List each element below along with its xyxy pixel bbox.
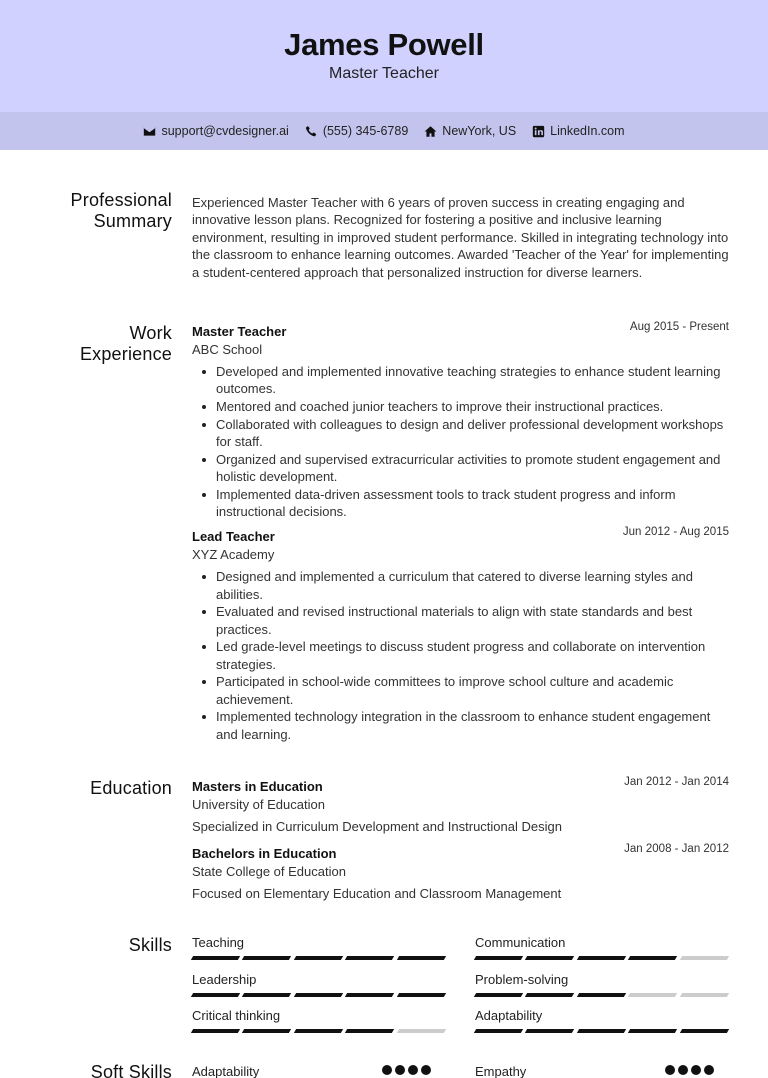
skill-item	[192, 1008, 445, 1033]
skill-level-bar	[475, 956, 728, 960]
education-entry	[192, 778, 729, 835]
skill-level-segment	[628, 993, 678, 997]
skill-level-segment	[679, 993, 729, 997]
soft-skill-name: Empathy	[475, 1064, 527, 1078]
education-label: Education	[90, 778, 172, 798]
school: State College of Education	[192, 864, 346, 879]
skill-level-bar	[192, 1029, 445, 1033]
rating-dot	[382, 1065, 392, 1075]
education-desc: Specialized in Curriculum Development and Instructional Design	[192, 819, 562, 834]
skill-item	[192, 935, 445, 960]
education-date: Jan 2008 - Jan 2012	[624, 843, 729, 855]
skill-name: Problem-solving	[475, 971, 569, 987]
soft-skill-rating	[382, 1065, 431, 1075]
skill-level-segment	[345, 956, 395, 960]
envelope-icon	[143, 125, 156, 138]
soft-skill-item	[475, 1064, 728, 1078]
contact-bar	[0, 112, 768, 150]
skill-name: Communication	[475, 935, 566, 950]
education-entry	[192, 845, 729, 902]
skill-level-segment	[525, 1029, 575, 1033]
summary-label-line1: Professional	[70, 190, 172, 210]
skill-level-segment	[345, 1029, 395, 1033]
job-bullet: Collaborated with colleagues to design and deliver professional development workshops for staff.	[216, 416, 729, 451]
contact-phone-text: (555) 345-6789	[322, 124, 409, 138]
contact-location	[424, 124, 516, 138]
skill-level-segment	[345, 993, 395, 997]
skill-level-segment	[294, 1029, 344, 1033]
summary-label-line2: Summary	[93, 211, 172, 231]
skill-item	[475, 1008, 728, 1033]
contact-linkedin-text: LinkedIn.com	[550, 124, 625, 138]
skill-level-segment	[242, 1029, 292, 1033]
summary-label	[71, 190, 172, 232]
soft-skills-label: Soft Skills	[90, 1062, 172, 1078]
summary-text: Experienced Master Teacher with 6 years of proven success in creating engaging and innovative lesson plans. Recognized for fostering a positive and inclusive learning environment, resulting in improved student performance. Skilled in integrating technology into the classroom to enhance learning outcomes. Awarded 'Teacher of the Year' for implementing a student-centered approach that personalized instruction for diverse learners.	[192, 195, 729, 280]
work-label	[80, 323, 172, 365]
contact-linkedin[interactable]	[532, 124, 624, 138]
degree: Bachelors in Education	[192, 846, 337, 861]
skill-level-segment	[242, 956, 292, 960]
skill-level-segment	[628, 956, 678, 960]
skill-level-segment	[525, 993, 575, 997]
skill-level-segment	[525, 956, 575, 960]
skill-level-segment	[628, 1029, 678, 1033]
job-bullet: Organized and supervised extracurricular activities to promote student engagement and holistic development.	[216, 451, 729, 486]
job-date: Aug 2015 - Present	[629, 321, 729, 333]
skill-item	[475, 935, 728, 960]
job-bullets	[192, 363, 729, 520]
skill-level-segment	[577, 1029, 627, 1033]
skills-label: Skills	[128, 935, 172, 955]
skill-name: Teaching	[192, 935, 245, 950]
candidate-role: Master Teacher	[329, 65, 439, 82]
skill-item	[192, 972, 445, 997]
rating-dot	[395, 1065, 405, 1075]
skill-item	[475, 972, 728, 997]
skill-level-bar	[475, 1029, 728, 1033]
skill-level-bar	[192, 993, 445, 997]
skill-level-segment	[577, 993, 627, 997]
education-desc: Focused on Elementary Education and Classroom Management	[192, 886, 562, 901]
skill-level-segment	[396, 993, 446, 997]
job-bullet: Evaluated and revised instructional materials to align with state standards and best practices.	[216, 603, 729, 638]
soft-skill-name: Adaptability	[192, 1064, 260, 1078]
rating-dot	[691, 1065, 701, 1075]
job-bullets	[192, 568, 729, 743]
skill-level-segment	[474, 993, 524, 997]
degree: Masters in Education	[192, 779, 323, 794]
job-bullet: Led grade-level meetings to discuss student progress and collaborate on intervention strategies.	[216, 638, 729, 673]
skill-name: Leadership	[192, 971, 257, 987]
soft-skill-rating	[665, 1065, 714, 1075]
work-label-line2: Experience	[79, 344, 172, 364]
job-bullet: Implemented data-driven assessment tools to track student progress and inform instructional decisions.	[216, 486, 729, 521]
job-entry	[192, 528, 729, 743]
rating-dot	[665, 1065, 675, 1075]
skill-level-segment	[396, 1029, 446, 1033]
linkedin-icon	[532, 125, 545, 138]
candidate-name: James Powell	[284, 27, 484, 62]
phone-icon	[305, 125, 318, 138]
skill-name: Critical thinking	[192, 1008, 281, 1023]
skill-name: Adaptability	[475, 1008, 543, 1023]
job-bullet: Participated in school-wide committees to improve school culture and academic achievement.	[216, 673, 729, 708]
skill-level-segment	[294, 993, 344, 997]
rating-dot	[408, 1065, 418, 1075]
skill-level-bar	[475, 993, 728, 997]
job-bullet: Mentored and coached junior teachers to improve their instructional practices.	[216, 398, 729, 415]
skill-level-segment	[577, 956, 627, 960]
skill-level-segment	[191, 956, 241, 960]
job-title: Master Teacher	[192, 324, 287, 339]
soft-skill-item	[192, 1064, 445, 1078]
job-bullet: Designed and implemented a curriculum that catered to diverse learning styles and abilities.	[216, 568, 729, 603]
contact-email[interactable]	[143, 124, 288, 138]
work-label-line1: Work	[129, 323, 172, 343]
skill-level-segment	[242, 993, 292, 997]
skill-level-segment	[474, 1029, 524, 1033]
job-entry	[192, 323, 729, 520]
skill-level-segment	[679, 1029, 729, 1033]
job-bullet: Implemented technology integration in the classroom to enhance student engagement and learning.	[216, 708, 729, 743]
job-org: ABC School	[192, 342, 263, 357]
contact-phone[interactable]	[305, 124, 408, 138]
contact-email-text: support@cvdesigner.ai	[161, 124, 289, 138]
skill-level-segment	[396, 956, 446, 960]
skill-level-segment	[191, 1029, 241, 1033]
header	[0, 0, 768, 112]
home-icon	[424, 125, 437, 138]
education-date: Jan 2012 - Jan 2014	[624, 776, 729, 788]
skill-level-segment	[679, 956, 729, 960]
job-bullet: Developed and implemented innovative teaching strategies to enhance student learning outcomes.	[216, 363, 729, 398]
skill-level-bar	[192, 956, 445, 960]
rating-dot	[678, 1065, 688, 1075]
skill-level-segment	[191, 993, 241, 997]
job-date: Jun 2012 - Aug 2015	[622, 526, 729, 539]
contact-location-text: NewYork, US	[442, 124, 517, 138]
school: University of Education	[192, 797, 325, 812]
skill-level-segment	[474, 956, 524, 960]
rating-dot	[421, 1065, 431, 1075]
rating-dot	[704, 1065, 714, 1075]
job-org: XYZ Academy	[192, 547, 275, 563]
skill-level-segment	[294, 956, 344, 960]
job-title: Lead Teacher	[192, 529, 275, 545]
